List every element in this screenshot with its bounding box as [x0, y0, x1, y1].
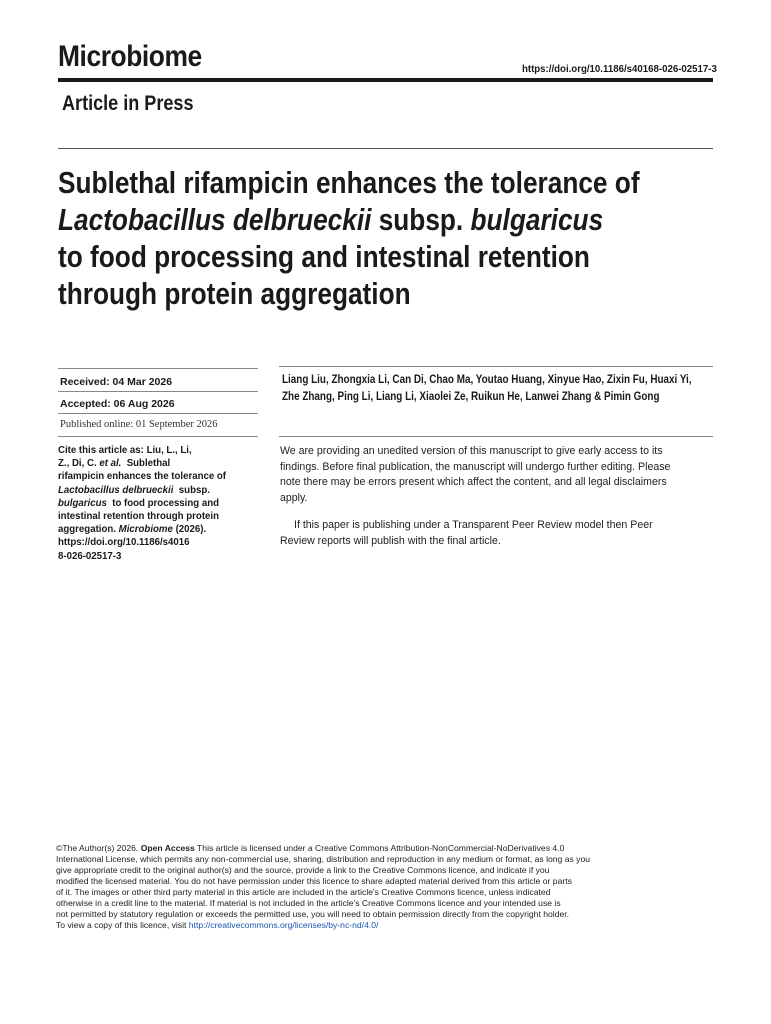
license-line-1 — [56, 843, 696, 854]
license-line-5: of it. The images or other third party material in this article are included in the article's Creative Commons licence, unless indicated — [56, 887, 551, 897]
notice-paragraph-2 — [280, 518, 720, 549]
notice-line: If this paper is publishing under a Transparent Peer Review model then Peer — [294, 519, 653, 531]
cite-line-2 — [58, 457, 247, 470]
notice-line: findings. Before final publication, the manuscript will undergo further editing. Please — [280, 460, 671, 473]
notice-line: Review reports will publish with the final article. — [280, 534, 501, 547]
notice-line: apply. — [280, 491, 308, 504]
title-subspecies: bulgaricus — [470, 203, 604, 237]
cite-line-1: Cite this article as: Liu, L., Li, — [58, 444, 192, 456]
cite-doi-line-1[interactable]: https://doi.org/10.1186/s4016 — [58, 536, 190, 549]
left-rule-2 — [58, 391, 258, 392]
notice-paragraph-1 — [280, 444, 720, 506]
left-rule-3 — [58, 413, 258, 414]
left-rule-1 — [58, 368, 258, 369]
cite-et-al: et al. — [99, 457, 122, 470]
cite-subsp: subsp. — [173, 483, 210, 496]
title-line-4: through protein aggregation — [58, 277, 411, 311]
license-statement — [56, 843, 696, 931]
cite-subspecies: bulgaricus — [58, 496, 107, 509]
cite-line-3: rifampicin enhances the tolerance of — [58, 470, 227, 483]
authors-line-1: Liang Liu, Zhongxia Li, Can Di, Chao Ma, Youtao Huang, Xinyue Hao, Zixin Fu, Huaxi Yi, — [282, 374, 692, 386]
cite-doi-line-2[interactable]: 8-026-02517-3 — [58, 549, 122, 562]
authors-bottom-rule — [279, 436, 713, 437]
header-rule — [58, 78, 713, 82]
title-line-1: Sublethal rifampicin enhances the tolerance of — [58, 166, 640, 200]
cite-line-6: intestinal retention through protein — [58, 510, 219, 523]
cite-title-start: Sublethal — [121, 457, 171, 470]
license-line-7: not permitted by statutory regulation or exceeds the permitted use, you will need to obtain permission directly from the copyright holder. — [56, 909, 570, 919]
received-date: Received: 04 Mar 2026 — [60, 376, 173, 388]
title-line-3: to food processing and intestinal retention — [58, 240, 590, 274]
license-line-3: give appropriate credit to the original author(s) and the source, provide a link to the Creative Commons licence, and indicate if you — [56, 865, 550, 875]
cite-line-5 — [58, 497, 247, 510]
cite-title-end: aggregation. — [58, 523, 119, 536]
article-status: Article in Press — [62, 92, 194, 115]
notice-line: note there may be errors present which affect the content, and all legal disclaimers — [280, 476, 667, 488]
title-divider — [58, 148, 713, 149]
open-access-label: Open Access — [140, 843, 195, 853]
license-visit-text: To view a copy of this licence, visit — [56, 920, 189, 930]
cite-journal: Microbiome — [118, 523, 173, 536]
title-line-2 — [58, 202, 660, 239]
license-text: This article is licensed under a Creative Commons Attribution-NonCommercial-NoDerivatives 4.0 — [194, 843, 565, 853]
cite-line-7 — [58, 523, 247, 536]
authors-line-2: Zhe Zhang, Ping Li, Liang Li, Xiaolei Ze, Ruikun He, Lanwei Zhang & Pimin Gong — [282, 391, 660, 403]
title-subsp: subsp. — [371, 203, 471, 237]
notice-line: We are providing an unedited version of this manuscript to give early access to its — [280, 445, 663, 457]
journal-name: Microbiome — [58, 40, 202, 73]
license-line-2: International License, which permits any non-commercial use, sharing, distribution and reproduction in any medium or format, as long as you — [56, 854, 591, 864]
article-title — [58, 165, 660, 313]
license-line-8 — [56, 920, 696, 931]
author-list — [282, 372, 695, 406]
cite-species: Lactobacillus delbrueckii — [58, 483, 174, 496]
published-date: Published online: 01 September 2026 — [60, 419, 218, 430]
authors-top-rule — [279, 366, 713, 367]
left-rule-4 — [58, 436, 258, 437]
citation-block — [58, 444, 247, 563]
license-line-6: otherwise in a credit line to the material. If material is not included in the article's Creative Commons licence and your intended use is — [56, 898, 561, 908]
license-line-4: modified the licensed material. You do not have permission under this licence to share adapted material derived from this article or parts — [56, 876, 572, 886]
accepted-date: Accepted: 06 Aug 2026 — [60, 398, 175, 410]
license-link[interactable]: http://creativecommons.org/licenses/by-nc-nd/4.0/ — [188, 920, 379, 930]
early-access-notice — [280, 444, 720, 549]
cite-line-4 — [58, 484, 247, 497]
copyright-text: ©The Author(s) 2026. — [56, 843, 141, 853]
cite-year: (2026). — [172, 523, 207, 536]
title-species: Lactobacillus delbrueckii — [58, 203, 372, 237]
article-doi[interactable]: https://doi.org/10.1186/s40168-026-02517-3 — [522, 63, 717, 75]
cite-title-cont: to food processing and — [106, 496, 220, 509]
cite-authors: Z., Di, C. — [58, 457, 100, 470]
